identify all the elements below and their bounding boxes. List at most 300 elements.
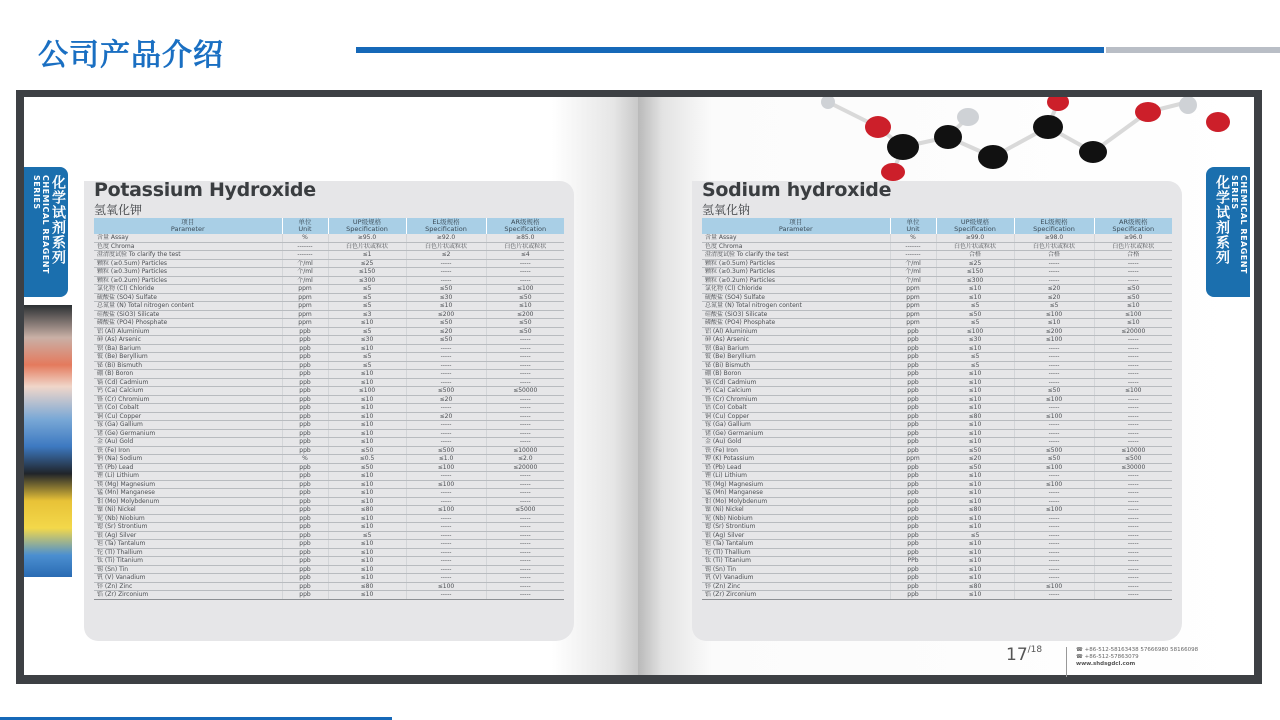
cell-parameter: 钽 (Ta) Tantalum xyxy=(702,540,890,549)
cell-ar: ----- xyxy=(1094,336,1172,345)
cell-ar: ≤200 xyxy=(486,310,564,319)
cell-parameter: 镁 (Mg) Magnesium xyxy=(94,480,282,489)
table-row xyxy=(702,455,1172,464)
table-row xyxy=(702,234,1172,242)
cell-unit: ppb xyxy=(890,446,936,455)
cell-up: ≤10 xyxy=(328,548,406,557)
table-row xyxy=(702,489,1172,498)
table-row xyxy=(94,429,564,438)
cell-unit: ppb xyxy=(282,540,328,549)
header-ar-grade: AR级规格 Specification xyxy=(1094,218,1172,234)
table-row xyxy=(702,251,1172,260)
cell-parameter: 镉 (Cd) Cadmium xyxy=(702,378,890,387)
cell-up: ≤10 xyxy=(936,540,1014,549)
cell-ar: ----- xyxy=(1094,421,1172,430)
cell-unit: ppb xyxy=(282,336,328,345)
website: www.shdsgdcl.com xyxy=(1076,661,1136,667)
cell-ar: ----- xyxy=(486,557,564,566)
cell-parameter: 钙 (Ca) Calcium xyxy=(94,387,282,396)
table-row xyxy=(94,438,564,447)
potassium-hydroxide-panel xyxy=(84,181,574,641)
cell-ar: ≤50 xyxy=(486,327,564,336)
cell-el: ≤500 xyxy=(406,387,486,396)
cell-unit: ppb xyxy=(890,480,936,489)
cell-ar: ----- xyxy=(486,259,564,268)
header-unit: 单位 Unit xyxy=(890,218,936,234)
cell-parameter: 磷酸盐 (PO4) Phosphate xyxy=(94,319,282,328)
cell-el: ----- xyxy=(406,540,486,549)
cell-up: 白色片状或粒状 xyxy=(936,242,1014,251)
cell-ar: ----- xyxy=(1094,514,1172,523)
table-row xyxy=(94,446,564,455)
cell-up: ≤10 xyxy=(936,497,1014,506)
cell-ar: ----- xyxy=(486,574,564,583)
table-row xyxy=(702,387,1172,396)
cell-unit: ppb xyxy=(890,506,936,515)
cell-parameter: 磷酸盐 (PO4) Phosphate xyxy=(702,319,890,328)
cell-el: ----- xyxy=(406,523,486,532)
cell-parameter: 钾 (K) Potassium xyxy=(702,455,890,464)
cell-up: ≤10 xyxy=(936,557,1014,566)
side-tab-left xyxy=(24,167,68,297)
table-row xyxy=(702,582,1172,591)
cell-el: ----- xyxy=(1014,429,1094,438)
cell-unit: ppm xyxy=(890,319,936,328)
cell-el: ≤50 xyxy=(1014,455,1094,464)
cell-el: ----- xyxy=(406,514,486,523)
table-row xyxy=(702,404,1172,413)
cell-up: ≤30 xyxy=(936,336,1014,345)
cell-parameter: 砷 (As) Arsenic xyxy=(702,336,890,345)
cell-up: ≤10 xyxy=(328,480,406,489)
cell-parameter: 铝 (Al) Aluminium xyxy=(94,327,282,336)
cell-parameter: 锆 (Zr) Zirconium xyxy=(702,591,890,600)
table-row xyxy=(702,378,1172,387)
cell-ar: ----- xyxy=(1094,412,1172,421)
cell-up: ≤80 xyxy=(328,582,406,591)
cell-parameter: 铍 (Be) Beryllium xyxy=(94,353,282,362)
cell-ar: ----- xyxy=(486,531,564,540)
cell-ar: ----- xyxy=(1094,540,1172,549)
cell-up: ≤80 xyxy=(328,506,406,515)
cell-unit: ppb xyxy=(890,438,936,447)
table-row xyxy=(94,463,564,472)
cell-parameter: 色度 Chroma xyxy=(702,242,890,251)
cell-unit: ppb xyxy=(282,378,328,387)
cell-el: ----- xyxy=(1014,378,1094,387)
cell-up: ≤5 xyxy=(328,293,406,302)
cell-el: ≤500 xyxy=(406,446,486,455)
cell-up: ≤10 xyxy=(328,412,406,421)
cell-ar: ----- xyxy=(486,336,564,345)
cell-up: ≤10 xyxy=(936,370,1014,379)
header-up-grade: UP级规格 Specification xyxy=(328,218,406,234)
table-row xyxy=(702,361,1172,370)
cell-parameter: 锆 (Zr) Zirconium xyxy=(94,591,282,600)
table-row xyxy=(94,591,564,600)
cell-up: ≤20 xyxy=(936,455,1014,464)
cell-el: ≤200 xyxy=(406,310,486,319)
cell-unit: ppb xyxy=(890,523,936,532)
cell-el: ----- xyxy=(1014,404,1094,413)
table-row xyxy=(94,455,564,464)
cell-ar: ----- xyxy=(1094,438,1172,447)
cell-up: ≤30 xyxy=(328,336,406,345)
cell-ar: ≤10 xyxy=(1094,302,1172,311)
cell-el: ----- xyxy=(1014,472,1094,481)
cell-up: ≤10 xyxy=(328,404,406,413)
cell-unit: ppm xyxy=(282,319,328,328)
cell-ar: ----- xyxy=(486,429,564,438)
product-name-cn: 氢氧化钠 xyxy=(702,203,751,217)
cell-unit: ppb xyxy=(282,353,328,362)
cell-up: ≤10 xyxy=(936,438,1014,447)
cell-parameter: 铊 (Tl) Thallium xyxy=(702,548,890,557)
cell-unit: ppb xyxy=(282,327,328,336)
cell-parameter: 镓 (Ga) Gallium xyxy=(702,421,890,430)
cell-unit: ppb xyxy=(890,548,936,557)
side-tab-en: CHEMICAL REAGENT SERIES xyxy=(1230,175,1248,274)
table-row xyxy=(702,531,1172,540)
cell-ar: ≤10000 xyxy=(486,446,564,455)
cell-up: ≤100 xyxy=(328,387,406,396)
cell-parameter: 金 (Au) Gold xyxy=(94,438,282,447)
spec-table xyxy=(94,218,564,600)
cell-el: ----- xyxy=(406,429,486,438)
cell-unit: ppb xyxy=(282,497,328,506)
table-row xyxy=(702,438,1172,447)
cell-el: ≥92.0 xyxy=(406,234,486,242)
cell-up: ≤10 xyxy=(936,429,1014,438)
table-row xyxy=(702,446,1172,455)
cell-up: ≤50 xyxy=(936,446,1014,455)
cell-unit: ------- xyxy=(890,251,936,260)
cell-el: ≤50 xyxy=(406,336,486,345)
cell-parameter: 镉 (Cd) Cadmium xyxy=(94,378,282,387)
cell-el: ----- xyxy=(1014,565,1094,574)
cell-el: ----- xyxy=(1014,591,1094,600)
cell-up: ≤5 xyxy=(328,327,406,336)
cell-up: ≤10 xyxy=(936,523,1014,532)
title-underline-gray xyxy=(1106,47,1280,53)
cell-up: ≤10 xyxy=(936,514,1014,523)
cell-el: ≤100 xyxy=(406,480,486,489)
cell-unit: ppb xyxy=(282,395,328,404)
cell-ar: ----- xyxy=(486,276,564,285)
cell-up: ≤5 xyxy=(936,353,1014,362)
cell-ar: ----- xyxy=(1094,523,1172,532)
cell-el: ----- xyxy=(1014,268,1094,277)
cell-parameter: 铍 (Be) Beryllium xyxy=(702,353,890,362)
cell-up: ≥95.0 xyxy=(328,234,406,242)
table-row xyxy=(702,591,1172,600)
cell-el: ≤20 xyxy=(406,395,486,404)
cell-parameter: 锰 (Mn) Manganese xyxy=(94,489,282,498)
table-row xyxy=(702,327,1172,336)
table-row xyxy=(94,378,564,387)
cell-ar: ----- xyxy=(486,353,564,362)
cell-el: ----- xyxy=(406,353,486,362)
table-row xyxy=(94,293,564,302)
table-header-row xyxy=(94,218,564,234)
cell-el: ----- xyxy=(406,421,486,430)
cell-el: ----- xyxy=(1014,540,1094,549)
table-row xyxy=(94,251,564,260)
cell-unit: ppb xyxy=(282,506,328,515)
table-row xyxy=(94,404,564,413)
cell-up: ≤0.5 xyxy=(328,455,406,464)
table-row xyxy=(702,565,1172,574)
cell-unit: ppb xyxy=(282,591,328,600)
table-row xyxy=(94,353,564,362)
cell-unit: ppb xyxy=(282,472,328,481)
cell-ar: ----- xyxy=(1094,565,1172,574)
cell-parameter: 锌 (Zn) Zinc xyxy=(702,582,890,591)
cell-unit: ppm xyxy=(282,293,328,302)
cell-el: ≤200 xyxy=(1014,327,1094,336)
cell-parameter: 锂 (Li) Lithium xyxy=(94,472,282,481)
cell-unit: ppb xyxy=(890,429,936,438)
cell-parameter: 银 (Ag) Silver xyxy=(94,531,282,540)
cell-ar: ≥96.0 xyxy=(1094,234,1172,242)
cell-parameter: 铌 (Nb) Niobium xyxy=(702,514,890,523)
cell-unit: ppb xyxy=(890,531,936,540)
cell-ar: ----- xyxy=(486,438,564,447)
cell-el: ≤100 xyxy=(1014,336,1094,345)
cell-el: ≤50 xyxy=(1014,387,1094,396)
cell-up: ≤5 xyxy=(328,531,406,540)
product-name-en: Sodium hydroxide xyxy=(702,179,892,201)
cell-unit: % xyxy=(890,234,936,242)
cell-up: ≤10 xyxy=(936,378,1014,387)
cell-up: ≤25 xyxy=(328,259,406,268)
cell-parameter: 铅 (Pb) Lead xyxy=(94,463,282,472)
cell-unit: ------- xyxy=(282,242,328,251)
cell-parameter: 钠 (Na) Sodium xyxy=(94,455,282,464)
cell-el: ----- xyxy=(406,438,486,447)
cell-el: ≤20 xyxy=(1014,285,1094,294)
table-row xyxy=(702,310,1172,319)
cell-unit: ppb xyxy=(282,446,328,455)
cell-parameter: 锶 (Sr) Strontium xyxy=(94,523,282,532)
cell-parameter: 颗粒 (≥0.3um) Particles xyxy=(94,268,282,277)
cell-ar: ----- xyxy=(1094,353,1172,362)
contact-info xyxy=(1076,647,1198,668)
table-row xyxy=(94,319,564,328)
header-up-grade: UP级规格 Specification xyxy=(936,218,1014,234)
cell-up: ≤10 xyxy=(936,489,1014,498)
cell-ar: ≤4 xyxy=(486,251,564,260)
cell-unit: ppb xyxy=(282,438,328,447)
cell-parameter: 硅酸盐 (SiO3) Silicate xyxy=(94,310,282,319)
table-row xyxy=(94,489,564,498)
cell-unit: 个/ml xyxy=(890,276,936,285)
table-row xyxy=(702,472,1172,481)
cell-ar: ≤10 xyxy=(486,302,564,311)
cell-ar: ----- xyxy=(486,480,564,489)
cell-el: ≤2 xyxy=(406,251,486,260)
cell-unit: 个/ml xyxy=(282,268,328,277)
cell-unit: ppb xyxy=(890,370,936,379)
cell-el: ≤10 xyxy=(1014,319,1094,328)
cell-up: ≤50 xyxy=(328,463,406,472)
cell-unit: ppb xyxy=(890,497,936,506)
table-row xyxy=(702,285,1172,294)
cell-unit: ppb xyxy=(890,574,936,583)
cell-unit: ppb xyxy=(890,344,936,353)
cell-el: ----- xyxy=(1014,344,1094,353)
cell-ar: ----- xyxy=(1094,361,1172,370)
side-tab-cn: 化学试剂系列 xyxy=(50,175,66,265)
cell-ar: ----- xyxy=(486,540,564,549)
cell-up: ≥99.0 xyxy=(936,234,1014,242)
table-row xyxy=(702,319,1172,328)
cell-el: ----- xyxy=(406,574,486,583)
cell-ar: ----- xyxy=(1094,506,1172,515)
table-row xyxy=(702,259,1172,268)
table-row xyxy=(702,302,1172,311)
table-row xyxy=(702,344,1172,353)
cell-up: ≤10 xyxy=(328,395,406,404)
cell-el: ≤20 xyxy=(406,327,486,336)
cell-el: ----- xyxy=(406,548,486,557)
cell-el: ≤100 xyxy=(1014,395,1094,404)
cell-unit: ppb xyxy=(282,480,328,489)
cell-ar: ----- xyxy=(1094,268,1172,277)
cell-ar: ----- xyxy=(1094,404,1172,413)
cell-up: ≤10 xyxy=(328,472,406,481)
table-row xyxy=(94,565,564,574)
cell-el: ----- xyxy=(1014,353,1094,362)
cell-el: ----- xyxy=(406,370,486,379)
cell-ar: ----- xyxy=(486,565,564,574)
cell-ar: ----- xyxy=(1094,472,1172,481)
cell-unit: ppb xyxy=(890,421,936,430)
cell-up: ≤10 xyxy=(328,378,406,387)
table-row xyxy=(702,463,1172,472)
cell-ar: ----- xyxy=(486,404,564,413)
cell-ar: ≥85.0 xyxy=(486,234,564,242)
cell-up: ≤5 xyxy=(936,302,1014,311)
cell-parameter: 镍 (Ni) Nickel xyxy=(702,506,890,515)
table-row xyxy=(702,268,1172,277)
cell-parameter: 总氮量 (N) Total nitrogen content xyxy=(94,302,282,311)
cell-up: ≤10 xyxy=(328,591,406,600)
cell-ar: ----- xyxy=(486,497,564,506)
header-parameter: 项目 Parameter xyxy=(702,218,890,234)
cell-up: ≤10 xyxy=(328,565,406,574)
cell-up: ≤3 xyxy=(328,310,406,319)
cell-unit: ppm xyxy=(282,310,328,319)
cell-parameter: 颗粒 (≥0.5um) Particles xyxy=(702,259,890,268)
cell-unit: ppb xyxy=(890,378,936,387)
cell-parameter: 锶 (Sr) Strontium xyxy=(702,523,890,532)
table-row xyxy=(702,506,1172,515)
table-row xyxy=(702,276,1172,285)
cell-el: ----- xyxy=(406,344,486,353)
cell-unit: ppb xyxy=(282,514,328,523)
cell-el: ----- xyxy=(406,591,486,600)
cell-parameter: 金 (Au) Gold xyxy=(702,438,890,447)
cell-unit: ppb xyxy=(282,531,328,540)
table-row xyxy=(94,540,564,549)
cell-up: ≤10 xyxy=(328,540,406,549)
cell-ar: ≤100 xyxy=(1094,310,1172,319)
cell-ar: ≤5000 xyxy=(486,506,564,515)
sodium-hydroxide-panel xyxy=(692,181,1182,641)
cell-parameter: 钙 (Ca) Calcium xyxy=(702,387,890,396)
cell-el: ≤100 xyxy=(406,506,486,515)
molecule-model-image xyxy=(748,97,1254,187)
cell-ar: ≤100 xyxy=(486,285,564,294)
table-row xyxy=(94,370,564,379)
cell-parameter: 镁 (Mg) Magnesium xyxy=(702,480,890,489)
cell-el: ----- xyxy=(1014,421,1094,430)
cell-unit: ------- xyxy=(282,251,328,260)
cell-parameter: 钼 (Mo) Molybdenum xyxy=(94,497,282,506)
table-row xyxy=(94,548,564,557)
cell-up: ≤10 xyxy=(328,370,406,379)
cell-el: ≤5 xyxy=(1014,302,1094,311)
cell-el: ≤100 xyxy=(1014,463,1094,472)
side-tab-en: CHEMICAL REAGENT SERIES xyxy=(32,175,50,274)
cell-el: ----- xyxy=(406,565,486,574)
cell-parameter: 铝 (Al) Aluminium xyxy=(702,327,890,336)
cell-parameter: 镍 (Ni) Nickel xyxy=(94,506,282,515)
cell-unit: ppb xyxy=(890,336,936,345)
side-tab-cn: 化学试剂系列 xyxy=(1214,175,1230,265)
cell-unit: ppb xyxy=(890,565,936,574)
cell-unit: PPb xyxy=(890,557,936,566)
cell-up: ≤50 xyxy=(936,463,1014,472)
cell-up: ≤50 xyxy=(328,446,406,455)
cell-parameter: 总氮量 (N) Total nitrogen content xyxy=(702,302,890,311)
cell-el: ≤100 xyxy=(1014,582,1094,591)
cell-ar: ≤100 xyxy=(1094,387,1172,396)
cell-ar: ----- xyxy=(486,472,564,481)
cell-el: ----- xyxy=(406,404,486,413)
table-row xyxy=(94,395,564,404)
cell-up: ≤10 xyxy=(936,404,1014,413)
cell-unit: ppb xyxy=(890,540,936,549)
cell-ar: ----- xyxy=(486,523,564,532)
table-row xyxy=(94,523,564,532)
cell-up: ≤300 xyxy=(328,276,406,285)
cell-parameter: 钡 (Ba) Barium xyxy=(702,344,890,353)
table-row xyxy=(702,395,1172,404)
cell-ar: ≤50 xyxy=(486,319,564,328)
cell-up: ≤10 xyxy=(328,421,406,430)
cell-el: ----- xyxy=(406,361,486,370)
cell-unit: 个/ml xyxy=(282,259,328,268)
cell-up: ≤10 xyxy=(936,421,1014,430)
cell-ar: 合格 xyxy=(1094,251,1172,260)
product-name-en: Potassium Hydroxide xyxy=(94,179,316,201)
cell-unit: ppm xyxy=(890,293,936,302)
header-unit: 单位 Unit xyxy=(282,218,328,234)
cell-up: ≤10 xyxy=(936,285,1014,294)
table-row xyxy=(94,310,564,319)
cell-el: ≤100 xyxy=(1014,412,1094,421)
cell-ar: ≤50 xyxy=(486,293,564,302)
cell-ar: ----- xyxy=(486,421,564,430)
cell-ar: ----- xyxy=(1094,574,1172,583)
cell-ar: ≤10 xyxy=(1094,319,1172,328)
cell-parameter: 硼 (B) Boron xyxy=(702,370,890,379)
cell-el: ----- xyxy=(406,259,486,268)
cell-el: 白色片状或粒状 xyxy=(1014,242,1094,251)
table-row xyxy=(94,472,564,481)
